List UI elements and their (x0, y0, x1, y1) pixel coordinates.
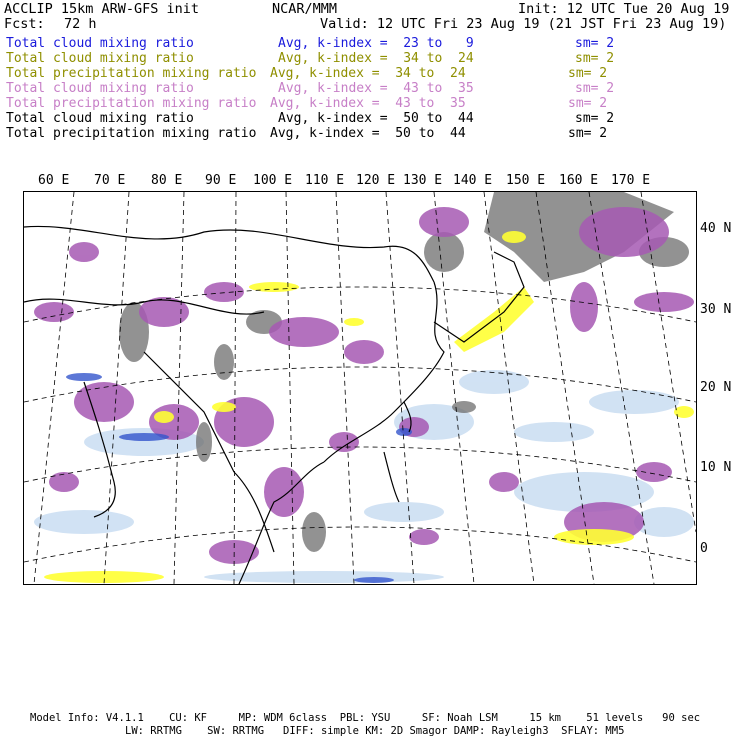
valid-time: Valid: 12 UTC Fri 23 Aug 19 (21 JST Fri 23 Aug 19) (320, 16, 727, 32)
legend-field-7: Total precipitation mixing ratio (6, 126, 257, 141)
legend-sm-5: sm= 2 (568, 96, 608, 111)
lon-label-110e: 110 E (305, 173, 345, 188)
org-label: NCAR/MMM (272, 1, 338, 17)
legend-avg-6: Avg, k-index = 50 to 44 (278, 111, 474, 126)
legend-sm-4: sm= 2 (575, 81, 615, 96)
legend-sm-6: sm= 2 (575, 111, 615, 126)
lon-label-70e: 70 E (94, 173, 126, 188)
legend-sm-7: sm= 2 (568, 126, 608, 141)
legend-avg-2: Avg, k-index = 34 to 24 (278, 51, 474, 66)
plot-title: ACCLIP 15km ARW-GFS init (4, 1, 200, 17)
map-panel (23, 191, 697, 585)
legend-field-3: Total precipitation mixing ratio (6, 66, 257, 81)
legend-sm-3: sm= 2 (568, 66, 608, 81)
lon-label-170e: 170 E (611, 173, 651, 188)
legend-field-1: Total cloud mixing ratio (6, 36, 194, 51)
legend-field-2: Total cloud mixing ratio (6, 51, 194, 66)
lon-label-140e: 140 E (453, 173, 493, 188)
fcst-label: Fcst: (4, 16, 45, 32)
legend-avg-3: Avg, k-index = 34 to 24 (270, 66, 466, 81)
legend-avg-5: Avg, k-index = 43 to 35 (270, 96, 466, 111)
legend-avg-4: Avg, k-index = 43 to 35 (278, 81, 474, 96)
lon-label-160e: 160 E (559, 173, 599, 188)
lat-label-40n: 40 N (700, 221, 732, 236)
lat-label-30n: 30 N (700, 302, 732, 317)
lon-label-60e: 60 E (38, 173, 70, 188)
lon-label-150e: 150 E (506, 173, 546, 188)
legend-field-6: Total cloud mixing ratio (6, 111, 194, 126)
lon-label-100e: 100 E (253, 173, 293, 188)
lat-label-20n: 20 N (700, 380, 732, 395)
legend-sm-2: sm= 2 (575, 51, 615, 66)
fcst-value: 72 h (64, 16, 97, 32)
legend-avg-1: Avg, k-index = 23 to 9 (278, 36, 474, 51)
lat-label-0: 0 (700, 541, 708, 556)
legend-field-5: Total precipitation mixing ratio (6, 96, 257, 111)
legend-field-4: Total cloud mixing ratio (6, 81, 194, 96)
legend-sm-1: sm= 2 (575, 36, 615, 51)
model-info-line-2: LW: RRTMG SW: RRTMG DIFF: simple KM: 2D Smagor DAMP: Rayleigh3 SFLAY: MM5 (125, 725, 625, 737)
lon-label-90e: 90 E (205, 173, 237, 188)
init-time: Init: 12 UTC Tue 20 Aug 19 (518, 1, 730, 17)
lon-label-120e: 120 E (356, 173, 396, 188)
lon-label-80e: 80 E (151, 173, 183, 188)
lon-label-130e: 130 E (403, 173, 443, 188)
legend-avg-7: Avg, k-index = 50 to 44 (270, 126, 466, 141)
map-svg (24, 192, 696, 584)
lat-label-10n: 10 N (700, 460, 732, 475)
model-info-line-1: Model Info: V4.1.1 CU: KF MP: WDM 6class PBL: YSU SF: Noah LSM 15 km 51 levels 90 sec (30, 712, 701, 724)
